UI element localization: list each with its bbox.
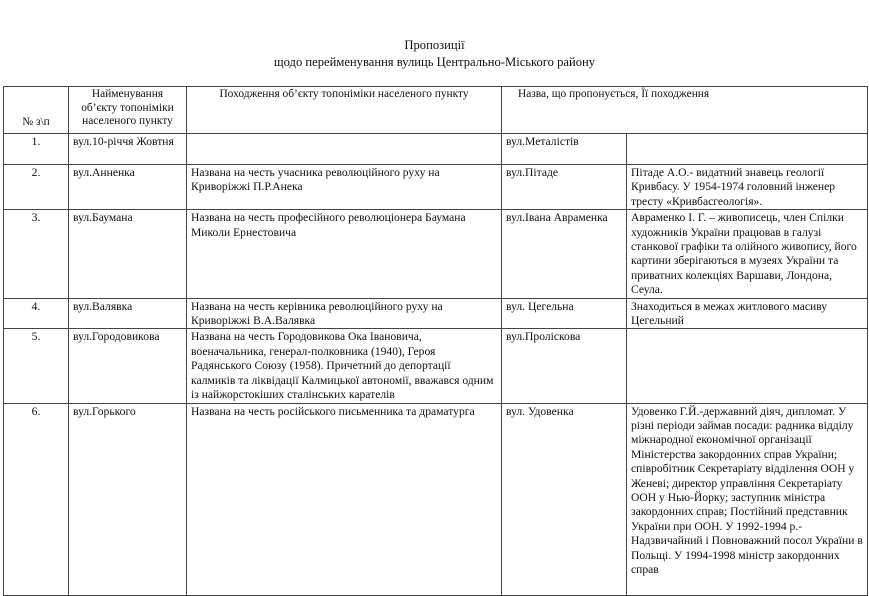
new-street-name: вул. Удовенка [502,403,627,595]
table-row [4,210,868,298]
row-number: 3. [4,210,69,298]
header-object-origin: Походження об’єкту топоніміки населеного пункту [187,87,502,134]
document-title: Пропозиції [404,38,465,52]
table-row [4,298,868,329]
new-name-origin: Удовенко Г.Й.-державний діяч, дипломат. У різні періоди займав посади: радника відділу міжнародної економічної організації Міністерства закордонних справ України; співробітник Секретаріату відділення ООН у Женеві; директор управління Секретаріату ООН у Нью-Йорку; заступник міністра закордонних справ; Постійний представник України при ООН. У 1992-1994 р.- Надзвичайний і Повноважний посол України в Польщі. У 1994-1998 міністр закордонних справ [627,403,868,595]
row-number: 4. [4,298,69,329]
old-name-origin [187,134,502,165]
old-name-origin: Названа на честь професійного революціонера Баумана Миколи Ернестовича [187,210,502,298]
old-street-name: вул.Городовикова [69,329,187,403]
old-street-name: вул.10-річчя Жовтня [69,134,187,165]
new-street-name: вул.Проліскова [502,329,627,403]
new-name-origin: Авраменко І. Г. – живописець, член Спілки художників України працював в галузі станкової графіки та олійного живопису, його картини зберігаються в музеях України та приватних колекціях Варшави, Лондона, Сеула. [627,210,868,298]
old-name-origin: Названа на честь Городовикова Ока Івановича, военачальника, генерал-полковника (1940), Героя Радянського Союзу (1958). Причетний до депортації калмиків та ліквідації Калмицької автономії, вважався одним із найжорстокіших сталінських карателів [187,329,502,403]
header-proposed-name: Назва, що пропонується, Її походження [502,87,868,134]
old-street-name: вул.Анненка [69,165,187,210]
row-number: 6. [4,403,69,595]
row-number: 1. [4,134,69,165]
header-number: № з\п [4,87,69,134]
old-street-name: вул.Горького [69,403,187,595]
new-name-origin [627,134,868,165]
table-row [4,165,868,210]
new-street-name: вул.Пітаде [502,165,627,210]
new-name-origin: Знаходиться в межах житлового масиву Цегельний [627,298,868,329]
new-street-name: вул.Івана Авраменка [502,210,627,298]
old-street-name: вул.Валявка [69,298,187,329]
row-number: 2. [4,165,69,210]
table-row [4,403,868,595]
table-header-row [4,87,868,134]
old-name-origin: Названа на честь російського письменника та драматурга [187,403,502,595]
new-name-origin: Пітаде А.О.- видатний знавець геології Кривбасу. У 1954-1974 головний інженер тресту «Кривбасгеологія». [627,165,868,210]
old-street-name: вул.Баумана [69,210,187,298]
table-row [4,134,868,165]
old-name-origin: Названа на честь учасника революційного руху на Криворіжжі П.Р.Анека [187,165,502,210]
header-object-name: Найменування об’єкту топоніміки населеного пункту [69,87,187,134]
new-street-name: вул.Металістів [502,134,627,165]
new-name-origin [627,329,868,403]
new-street-name: вул. Цегельна [502,298,627,329]
row-number: 5. [4,329,69,403]
table-row [4,329,868,403]
document-subtitle: щодо перейменування вулиць Центрально-Міського району [273,55,596,69]
streets-table [3,86,868,596]
old-name-origin: Названа на честь керівника революційного руху на Криворіжжі В.А.Валявка [187,298,502,329]
